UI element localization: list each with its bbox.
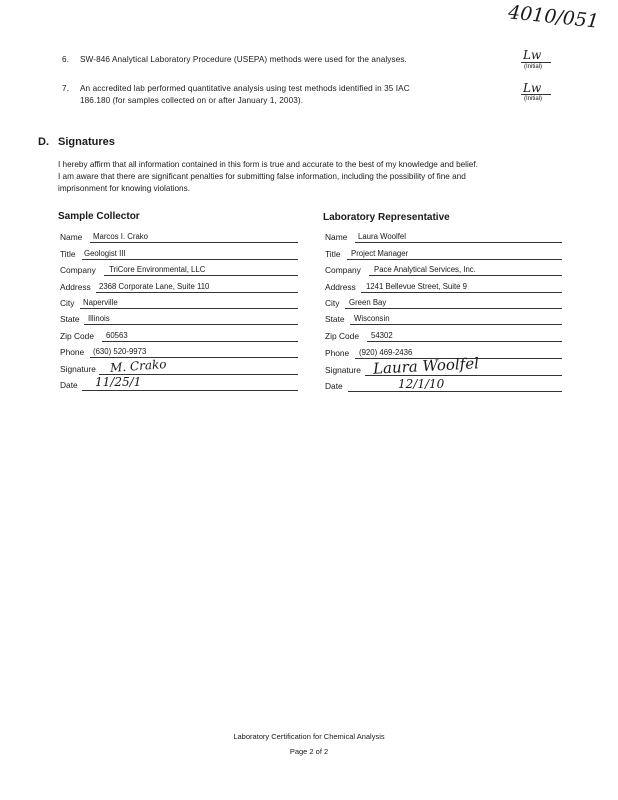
footer-title: Laboratory Certification for Chemical Analysis: [233, 732, 385, 741]
item-6-initial-line: [521, 62, 551, 63]
collector-phone-value: (630) 520-9973: [93, 347, 147, 356]
lab-title-label: Title: [325, 249, 341, 259]
lab-state-line: [350, 324, 562, 325]
lab-signature-line: [365, 375, 562, 376]
collector-title-value: Geologist III: [84, 249, 126, 258]
collector-signature: M. Crako: [109, 357, 167, 375]
item-7-text-line1: An accredited lab performed quantitative analysis using test methods identified in 35 IAC: [80, 84, 410, 93]
item-7-initial-line: [521, 94, 551, 95]
lab-date-label: Date: [325, 381, 343, 391]
collector-zip-value: 60563: [106, 331, 128, 340]
lab-name-value: Laura Woolfel: [358, 232, 406, 241]
collector-phone-line: [90, 357, 298, 358]
item-7-initials: Lw: [523, 81, 542, 95]
lab-signature-label: Signature: [325, 365, 361, 375]
collector-address-label: Address: [60, 282, 91, 292]
lab-zip-value: 54302: [371, 331, 393, 340]
lab-date-line: [348, 391, 562, 392]
collector-city-value: Naperville: [83, 298, 118, 307]
lab-company-value: Pace Analytical Services, Inc.: [374, 265, 476, 274]
collector-address-value: 2368 Corporate Lane, Suite 110: [99, 282, 210, 291]
collector-state-label: State: [60, 314, 80, 324]
lab-heading: Laboratory Representative: [323, 212, 450, 223]
collector-company-label: Company: [60, 265, 96, 275]
lab-name-line: [355, 242, 562, 243]
collector-company-line: [104, 275, 298, 276]
lab-date-value: 12/1/10: [398, 377, 445, 391]
collector-title-line: [82, 259, 298, 260]
lab-zip-line: [367, 341, 562, 342]
document-number: 4010/051: [507, 1, 600, 33]
lab-title-value: Project Manager: [351, 249, 409, 258]
lab-company-line: [369, 275, 562, 276]
lab-state-value: Wisconsin: [354, 314, 390, 323]
lab-state-label: State: [325, 314, 345, 324]
affirmation-line-3: imprisonment for knowing violations.: [58, 184, 190, 193]
lab-company-label: Company: [325, 265, 361, 275]
affirmation-line-2: I am aware that there are significant penalties for submitting false information, including the possibility of fine and: [58, 172, 466, 181]
collector-zip-line: [102, 341, 298, 342]
collector-date-line: [82, 390, 298, 391]
collector-date-value: 11/25/1: [95, 375, 142, 389]
footer-page-number: Page 2 of 2: [289, 747, 329, 756]
section-letter: D.: [38, 136, 49, 148]
lab-address-line: [361, 292, 562, 293]
lab-phone-value: (920) 469-2436: [359, 348, 413, 357]
collector-date-label: Date: [60, 380, 78, 390]
section-title: Signatures: [58, 136, 115, 148]
collector-name-label: Name: [60, 232, 83, 242]
item-6-text: SW-846 Analytical Laboratory Procedure (USEPA) methods were used for the analyses.: [80, 55, 407, 64]
item-7-text-line2: 186.180 (for samples collected on or after January 1, 2003).: [80, 96, 304, 105]
collector-name-value: Marcos I. Crako: [93, 232, 149, 241]
collector-signature-label: Signature: [60, 364, 96, 374]
item-6-initial-caption: (Initial): [524, 64, 543, 70]
collector-state-line: [84, 324, 298, 325]
collector-address-line: [96, 292, 298, 293]
affirmation-line-1: I hereby affirm that all information contained in this form is true and accurate to the best of my knowledge and belief.: [58, 160, 478, 169]
lab-city-line: [345, 308, 562, 309]
lab-city-value: Green Bay: [349, 298, 387, 307]
lab-name-label: Name: [325, 232, 348, 242]
item-7-initial-caption: (Initial): [524, 96, 543, 102]
collector-name-line: [90, 242, 298, 243]
lab-address-value: 1241 Bellevue Street, Suite 9: [366, 282, 467, 291]
item-7-number: 7.: [62, 84, 70, 93]
collector-city-label: City: [60, 298, 75, 308]
lab-title-line: [347, 259, 562, 260]
collector-title-label: Title: [60, 249, 76, 259]
collector-phone-label: Phone: [60, 347, 85, 357]
lab-address-label: Address: [325, 282, 356, 292]
collector-zip-label: Zip Code: [60, 331, 94, 341]
item-6-initials: Lw: [523, 48, 542, 62]
collector-company-value: TriCore Environmental, LLC: [109, 265, 206, 274]
collector-heading: Sample Collector: [58, 211, 140, 222]
lab-zip-label: Zip Code: [325, 331, 359, 341]
lab-phone-label: Phone: [325, 348, 350, 358]
lab-city-label: City: [325, 298, 340, 308]
lab-signature: Laura Woolfel: [372, 354, 480, 378]
item-6-number: 6.: [62, 55, 70, 64]
collector-city-line: [80, 308, 298, 309]
collector-state-value: Illinois: [88, 314, 110, 323]
